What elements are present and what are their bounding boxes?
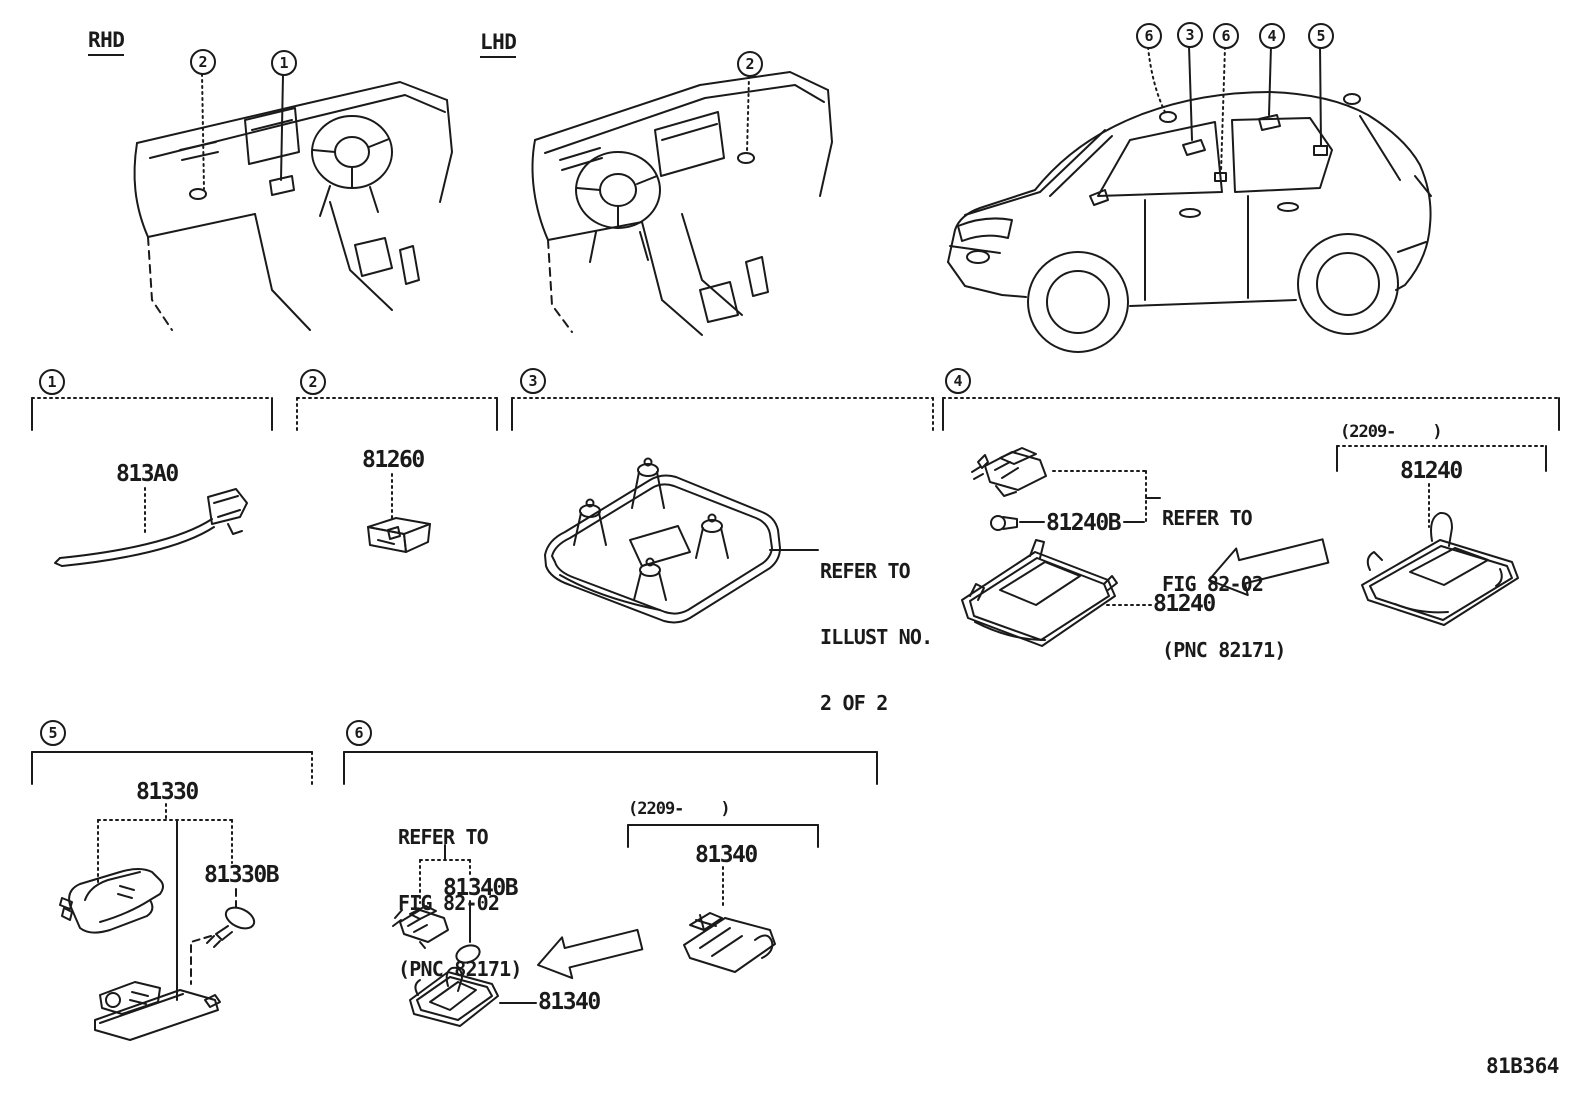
lhd-callout-leaders <box>747 76 749 152</box>
bulb-81240b-drawing <box>991 516 1017 530</box>
part-label-81340b: 81340B <box>443 875 518 901</box>
section-5-callout: 5 <box>40 720 66 746</box>
rhd-callout-leaders <box>202 74 283 189</box>
date-range-s6: (2209- ) <box>628 799 730 819</box>
part-label-81330: 81330 <box>136 779 198 805</box>
license-lamp-81340-new-drawing <box>684 913 775 972</box>
maplamp-assembly-drawing <box>545 459 818 623</box>
maplamp-base-81240-new-drawing <box>1362 513 1518 625</box>
section-brackets-row1 <box>32 398 1559 430</box>
callout-rhd-1: 1 <box>271 50 297 76</box>
part-label-81330b: 81330B <box>204 862 279 888</box>
part-label-81260: 81260 <box>362 447 424 473</box>
figure-code: 81B364 <box>1486 1054 1559 1078</box>
lamp-cover-81330-drawing <box>60 869 163 933</box>
maplamp-base-81240-drawing <box>962 540 1117 646</box>
section-1-callout: 1 <box>39 369 65 395</box>
callout-car-6b: 6 <box>1213 23 1239 49</box>
refer-note-s6-line2: FIG 82-02 <box>398 891 500 915</box>
s5-leader-lines <box>98 804 236 1000</box>
refer-note-s6-line3: (PNC 82171) <box>398 957 522 981</box>
callout-rhd-2: 2 <box>190 49 216 75</box>
refer-note-s3-line2: ILLUST NO. <box>820 625 933 649</box>
cable-813a0-drawing <box>55 488 247 566</box>
refer-note-s4-line1: REFER TO <box>1162 506 1252 530</box>
section-3-callout: 3 <box>520 368 546 394</box>
part-label-81340: 81340 <box>538 989 600 1015</box>
refer-note-s3-line3: 2 OF 2 <box>820 691 888 715</box>
car-side-view-drawing <box>948 92 1431 352</box>
callout-lhd-2: 2 <box>737 51 763 77</box>
refer-note-s4-line3: (PNC 82171) <box>1162 638 1286 662</box>
refer-note-s6-line1: REFER TO <box>398 825 488 849</box>
callout-car-6a: 6 <box>1136 23 1162 49</box>
date-range-s4: (2209- ) <box>1340 422 1442 442</box>
rhd-heading: RHD <box>88 30 124 56</box>
section-2-callout: 2 <box>300 369 326 395</box>
lhd-dashboard-drawing <box>533 72 832 335</box>
arrow-s6 <box>533 919 645 985</box>
refer-note-s4-line2: FIG 82-02 <box>1162 572 1264 596</box>
callout-car-3: 3 <box>1177 22 1203 48</box>
callout-car-5: 5 <box>1308 23 1334 49</box>
car-callout-leaders <box>1148 46 1321 172</box>
rhd-dashboard-drawing <box>135 82 452 330</box>
connector-81260-drawing <box>368 474 430 552</box>
callout-car-4: 4 <box>1259 23 1285 49</box>
part-label-81340-new: 81340 <box>695 842 757 868</box>
part-label-81240: 81240 <box>1153 591 1215 617</box>
bulb-81330b-drawing <box>207 904 257 947</box>
socket-82171-s4-drawing <box>972 448 1046 496</box>
part-label-81240-new: 81240 <box>1400 458 1462 484</box>
part-label-81240b: 81240B <box>1046 510 1121 536</box>
refer-note-s6 <box>398 782 522 1024</box>
section-4-callout: 4 <box>945 368 971 394</box>
refer-note-s3-line1: REFER TO <box>820 559 910 583</box>
refer-note-s3 <box>820 516 932 758</box>
part-label-813a0: 813A0 <box>116 461 178 487</box>
lhd-heading: LHD <box>480 32 516 58</box>
section-6-callout: 6 <box>346 720 372 746</box>
luggage-lamp-unit-drawing <box>95 982 220 1040</box>
refer-note-s4 <box>1162 463 1286 705</box>
